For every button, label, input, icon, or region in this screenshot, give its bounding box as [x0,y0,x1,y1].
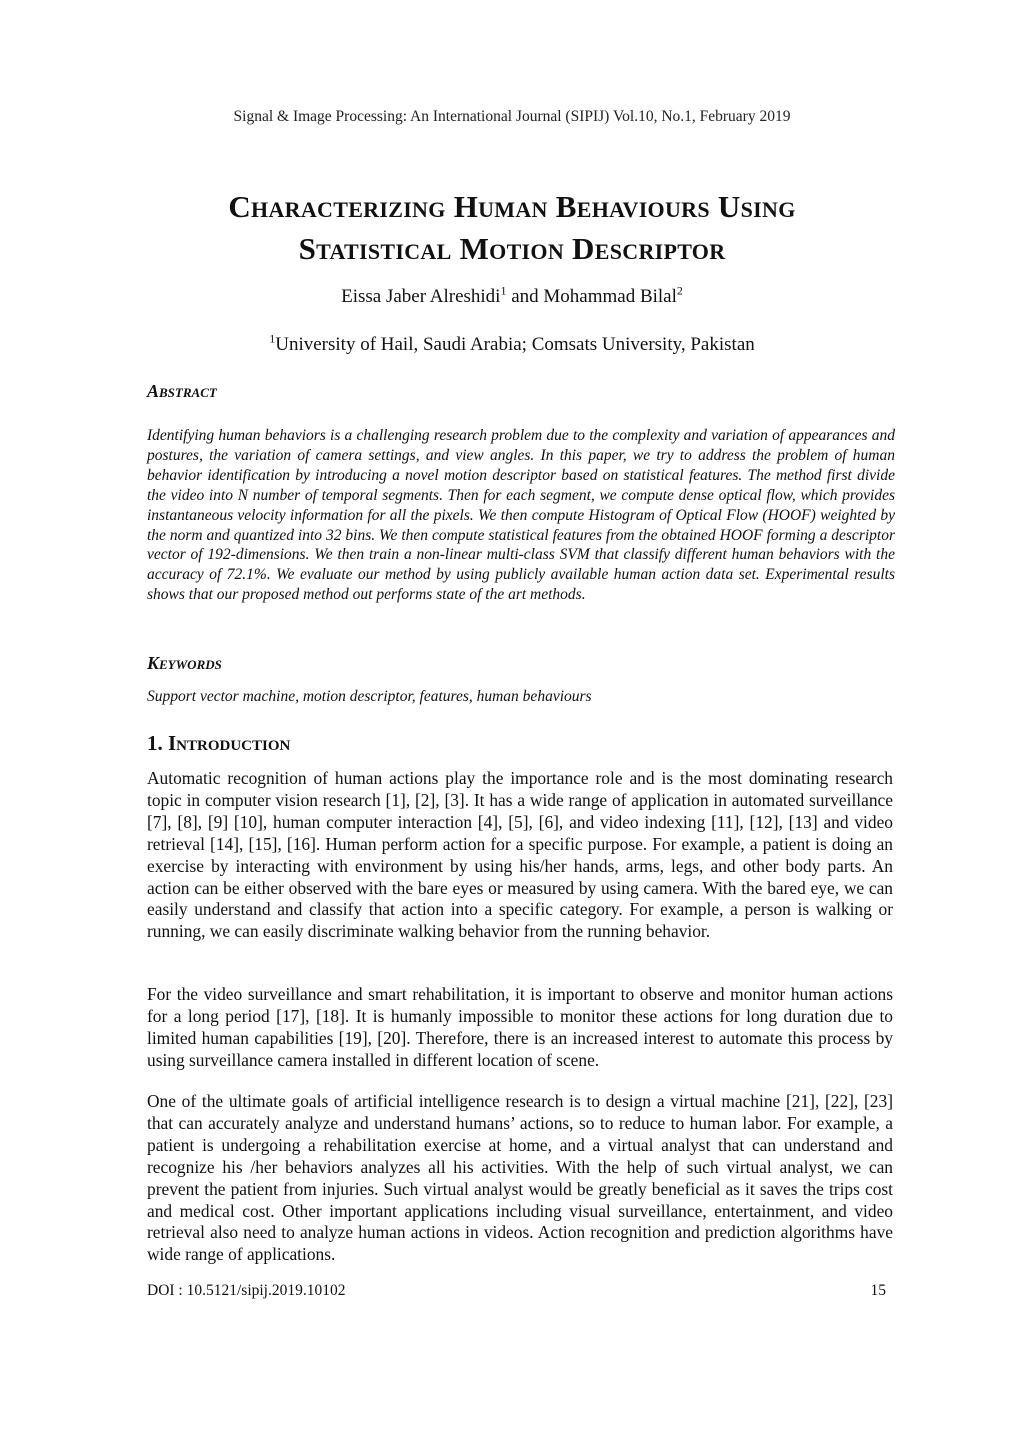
paper-title [100,186,924,270]
doi-link[interactable]: DOI : 10.5121/sipij.2019.10102 [147,1282,346,1299]
introduction-heading: 1. Introduction [147,731,291,755]
author-1-affiliation-mark: 1 [500,283,507,298]
keywords-body: Support vector machine, motion descriptor, features, human behaviours [147,688,592,705]
keywords-heading: Keywords [147,653,222,673]
page-number: 15 [870,1282,886,1299]
intro-paragraph-3: One of the ultimate goals of artificial intelligence research is to design a virtual machine [21], [22], [23] that can accurately analyze and understand humans’ actions, so to reduce to human labor. For example, a patient is undergoing a rehabilitation exercise at home, and a virtual analyst that can understand and recognize his /her behaviors analyzes all his activities. With the help of such virtual analyst, we can prevent the patient from injuries. Such virtual analyst would be greatly beneficial as it saves the trips cost and medical cost. Other important applications including visual surveillance, entertainment, and video retrieval also need to analyze human actions in videos. Action recognition and prediction algorithms have wide range of applications. [147,1091,893,1265]
author-list [0,283,1024,308]
abstract-body: Identifying human behaviors is a challenging research problem due to the complexity and variation of appearances and postures, the variation of camera settings, and view angles. In this paper, we try to address the problem of human behavior identification by introducing a novel motion descriptor based on statistical features. The method first divide the video into N number of temporal segments. Then for each segment, we compute dense optical flow, which provides instantaneous velocity information for all the pixels. We then compute Histogram of Optical Flow (HOOF) weighted by the norm and quantized into 32 bins. We then compute statistical features from the obtained HOOF forming a descriptor vector of 192-dimensions. We then train a non-linear multi-class SVM that classify different human behaviors with the accuracy of 72.1%. We evaluate our method by using publicly available human action data set. Experimental results shows that our proposed method out performs state of the art methods. [147,427,895,604]
affiliation [0,331,1024,356]
author-2: and Mohammad Bilal [506,286,677,307]
author-1: Eissa Jaber Alreshidi [341,286,501,307]
intro-paragraph-2: For the video surveillance and smart rehabilitation, it is important to observe and monitor human actions for a long period [17], [18]. It is humanly impossible to monitor these actions for long duration due to limited human capabilities [19], [20]. Therefore, there is an increased interest to automate this process by using surveillance camera installed in different location of scene. [147,984,893,1070]
journal-header: Signal & Image Processing: An International Journal (SIPIJ) Vol.10, No.1, February 2019 [233,108,791,125]
author-2-affiliation-mark: 2 [676,283,683,298]
affiliation-mark: 1 [269,331,276,346]
abstract-heading: Abstract [147,381,217,401]
intro-paragraph-1: Automatic recognition of human actions play the importance role and is the most dominating research topic in computer vision research [1], [2], [3]. It has a wide range of application in automated surveillance [7], [8], [9] [10], human computer interaction [4], [5], [6], and video indexing [11], [12], [13] and video retrieval [14], [15], [16]. Human perform action for a specific purpose. For example, a patient is doing an exercise by interacting with environment by using his/her hands, arms, legs, and other body parts. An action can be either observed with the bare eyes or measured by using camera. With the bared eye, we can easily understand and classify that action into a specific category. For example, a person is walking or running, we can easily discriminate walking behavior from the running behavior. [147,768,893,942]
affiliation-text: University of Hail, Saudi Arabia; Comsats University, Pakistan [275,334,755,355]
title-line-1: Characterizing Human Behaviours Using [228,189,796,224]
title-line-2: Statistical Motion Descriptor [298,231,726,266]
